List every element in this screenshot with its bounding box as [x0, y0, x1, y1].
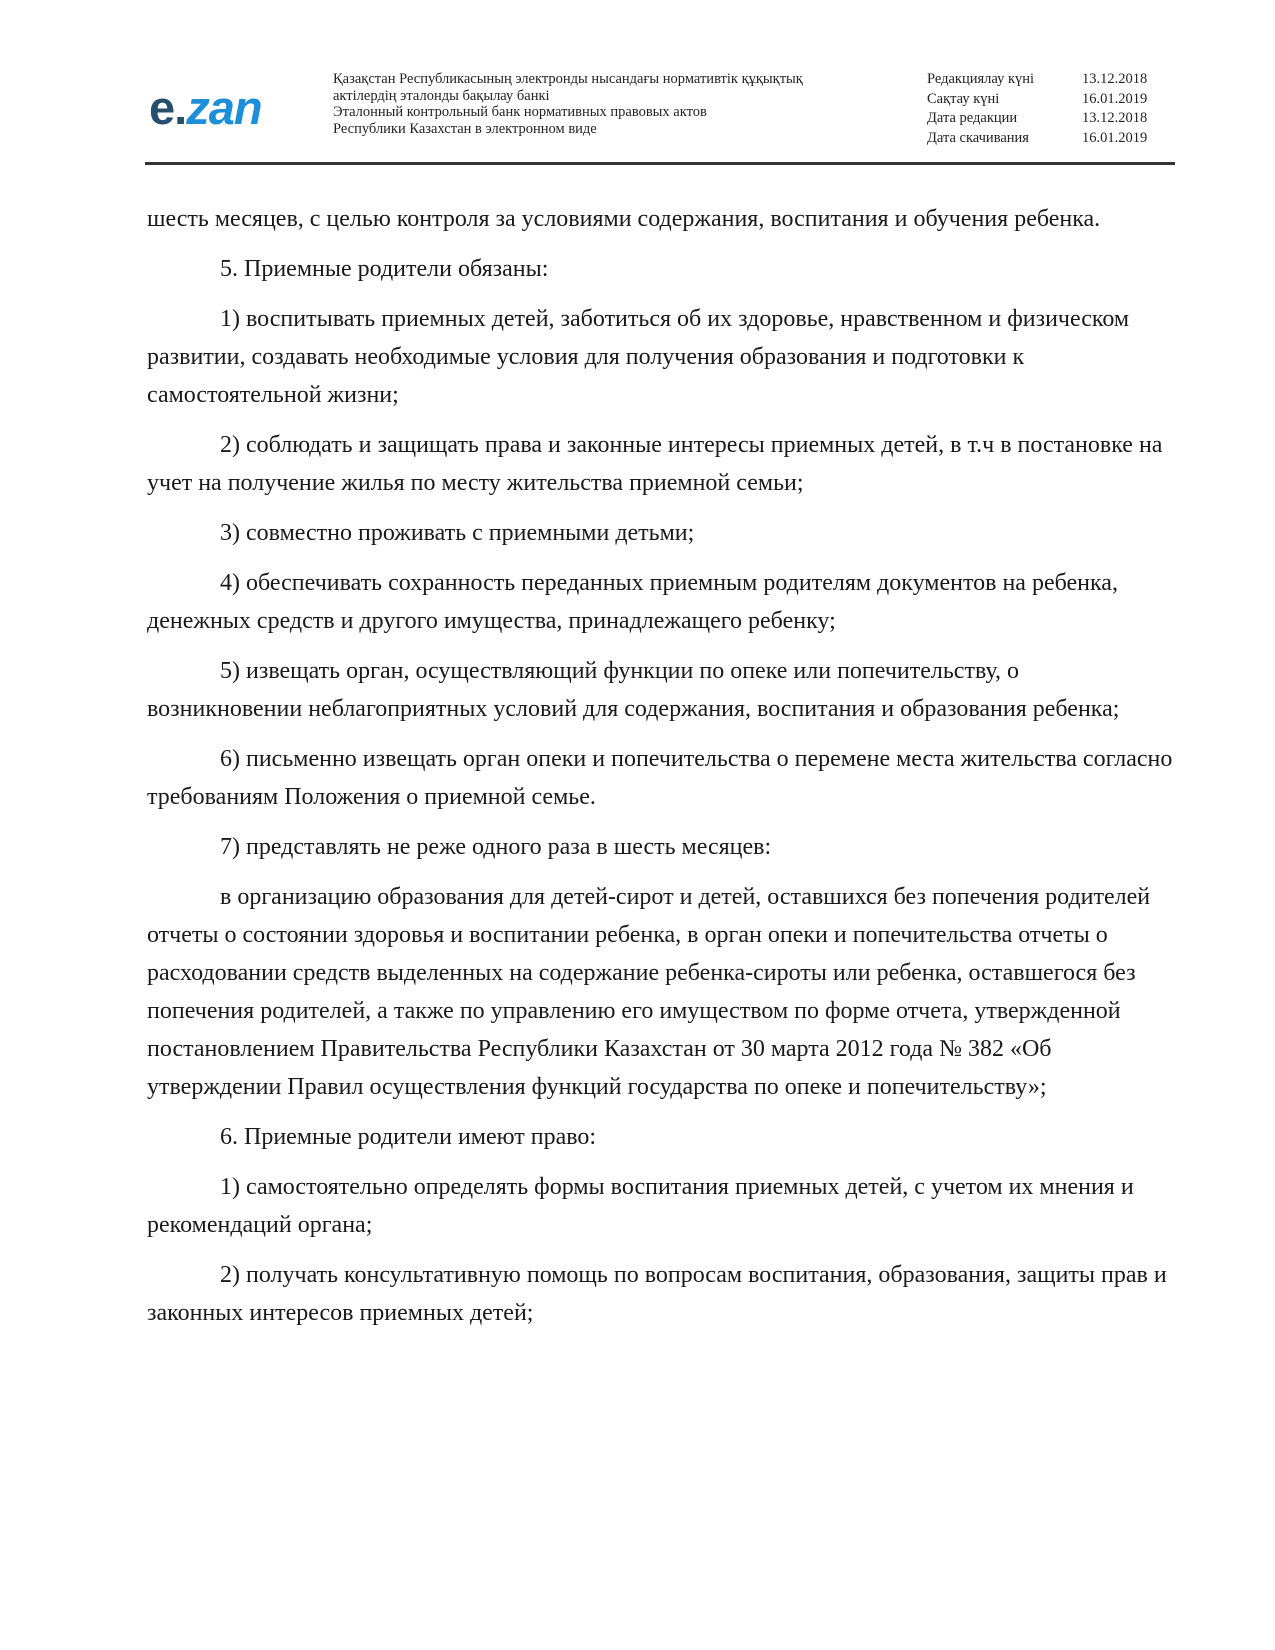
bank-title-line: Қазақстан Республикасының электронды нысандағы нормативтік құқықтық — [333, 71, 803, 87]
date-value: 13.12.2018 — [1082, 110, 1148, 126]
body-paragraph: 6. Приемные родители имеют право: — [220, 1124, 597, 1150]
body-paragraph: в организацию образования для детей-сирот и детей, оставшихся без попечения родителей отчеты о состоянии здоровья и воспитании ребенка, в орган опеки и попечительства отчеты о расходовании средств выделенных на содержание ребенка-сироты или ребенка, оставшегося без попечения родителей, а также по управлению его имуществом по форме отчета, утвержденной постановлением Правительства Республики Казахстан от 30 марта 2012 года № 382 «Об утверждении Правил осуществления функций государства по опеке и попечительству»; — [147, 884, 1151, 1100]
date-label: Сақтау күні — [927, 90, 1000, 107]
body-paragraph: шесть месяцев, с целью контроля за условиями содержания, воспитания и обучения ребенка. — [147, 206, 1101, 232]
date-label: Дата скачивания — [927, 129, 1029, 146]
body-paragraph: 7) представлять не реже одного раза в шесть месяцев: — [220, 834, 772, 860]
date-value: 16.01.2019 — [1082, 129, 1148, 146]
header-divider — [145, 162, 1175, 165]
document-body — [147, 200, 1177, 1344]
body-paragraph: 1) самостоятельно определять формы воспитания приемных детей, с учетом их мнения и рекомендаций органа; — [147, 1174, 1134, 1238]
body-paragraph: 1) воспитывать приемных детей, заботиться об их здоровье, нравственном и физическом развитии, создавать необходимые условия для получения образования и подготовки к самостоятельной жизни; — [147, 306, 1130, 408]
document-header — [145, 66, 1175, 162]
logo-e: e — [149, 81, 175, 134]
body-paragraph: 2) соблюдать и защищать права и законные интересы приемных детей, в т.ч в постановке на учет на получение жилья по месту жительства приемной семьи; — [147, 432, 1163, 496]
body-paragraph: 5) извещать орган, осуществляющий функции по опеке или попечительству, о возникновении неблагоприятных условий для содержания, воспитания и образования ребенка; — [147, 658, 1120, 722]
logo-dot: . — [174, 81, 187, 134]
ezan-logo — [149, 80, 262, 135]
document-dates — [927, 70, 1177, 148]
date-label: Редакциялау күні — [927, 71, 1035, 87]
body-paragraph: 3) совместно проживать с приемными детьми; — [220, 520, 695, 546]
date-row — [927, 70, 1177, 90]
date-value: 13.12.2018 — [1082, 71, 1148, 87]
date-row — [927, 129, 1177, 149]
date-value: 16.01.2019 — [1082, 90, 1148, 107]
body-paragraph: 4) обеспечивать сохранность переданных приемным родителям документов на ребенка, денежных средств и другого имущества, принадлежащего ребенку; — [147, 570, 1118, 634]
logo-zan: zan — [186, 81, 262, 134]
bank-title — [333, 71, 873, 137]
date-label: Дата редакции — [927, 110, 1018, 126]
body-paragraph: 5. Приемные родители обязаны: — [220, 256, 549, 282]
date-row — [927, 109, 1177, 129]
date-row — [927, 90, 1177, 110]
bank-title-line: актілердің эталонды бақылау банкі — [333, 87, 550, 104]
bank-title-line: Эталонный контрольный банк нормативных правовых актов — [333, 104, 707, 120]
bank-title-line: Республики Казахстан в электронном виде — [333, 120, 597, 137]
body-paragraph: 6) письменно извещать орган опеки и попечительства о перемене места жительства согласно требованиям Положения о приемной семье. — [147, 746, 1173, 810]
body-paragraph: 2) получать консультативную помощь по вопросам воспитания, образования, защиты прав и законных интересов приемных детей; — [147, 1262, 1167, 1326]
